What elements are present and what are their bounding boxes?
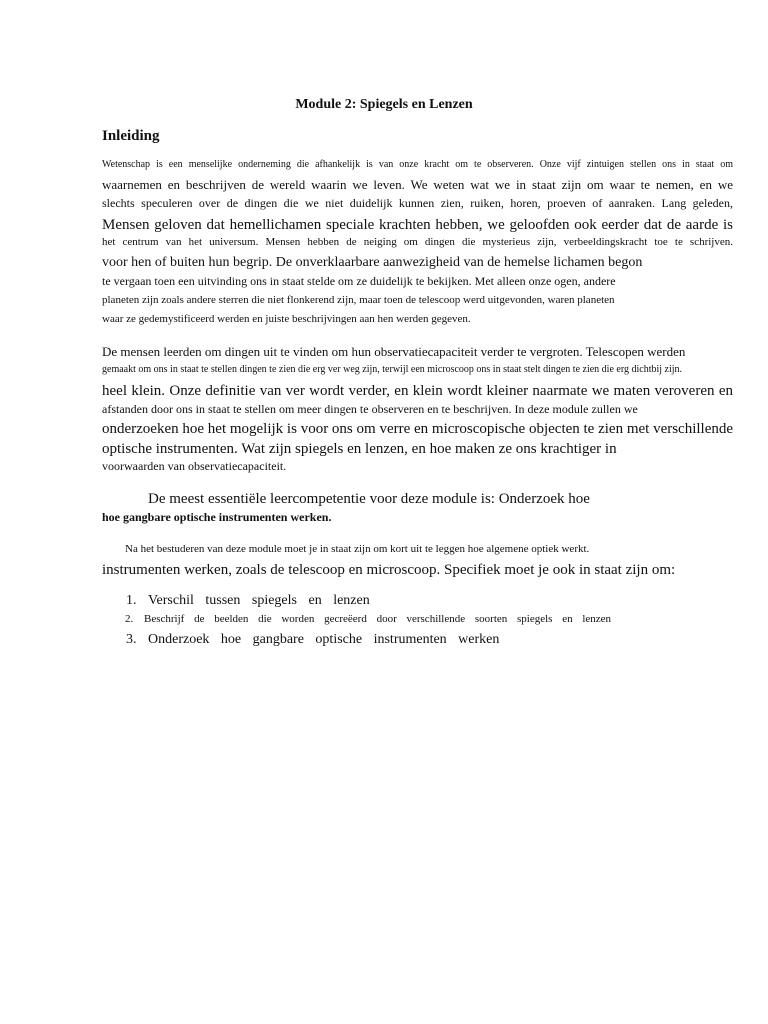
objective-text: Beschrijf de beelden die worden gecreëerd door verschillende soorten spiegels en lenzen	[144, 613, 612, 625]
intro-line: slechts speculeren over de dingen die we niet duidelijk kunnen zien, ruiken, horen, proeven of aanraken. Lang geleden,	[102, 196, 733, 210]
para2-line: onderzoeken hoe het mogelijk is voor ons om verre en microscopische objecten te zien met verschillende	[102, 421, 734, 437]
section-heading: Inleiding	[102, 128, 160, 144]
intro-line: voor hen of buiten hun begrip. De onverklaarbare aanwezigheid van de hemelse lichamen begon	[102, 255, 643, 270]
intro-line: waar ze gedemystificeerd werden en juiste beschrijvingen aan hen werden gegeven.	[102, 313, 471, 325]
competency-line: De meest essentiële leercompetentie voor deze module is: Onderzoek hoe	[148, 491, 590, 507]
para2-line: gemaakt om ons in staat te stellen dingen te zien die erg ver weg zijn, terwijl een microscoop ons in staat stelt dingen te zien die erg dichtbij zijn.	[102, 364, 683, 375]
para2-line: optische instrumenten. Wat zijn spiegels en lenzen, en hoe maken ze ons krachtiger in	[102, 441, 617, 457]
para2-line: afstanden door ons in staat te stellen om meer dingen te observeren en te beschrijven. In deze module zullen we	[102, 402, 638, 416]
objective-number: 2.	[125, 613, 134, 625]
objective-number: 1.	[126, 593, 137, 608]
intro-line: planeten zijn zoals andere sterren die niet flonkerend zijn, maar toen de telescoop werd uitgevonden, waren planeten	[102, 294, 615, 306]
para2-line: De mensen leerden om dingen uit te vinden om hun observatiecapaciteit verder te vergroten. Telescopen werden	[102, 344, 686, 359]
page-title: Module 2: Spiegels en Lenzen	[295, 97, 473, 112]
objective-number: 3.	[126, 632, 137, 647]
para2-line: heel klein. Onze definitie van ver wordt verder, en klein wordt kleiner naarmate we maten veroveren en	[102, 383, 733, 399]
objectives-intro: Na het bestuderen van deze module moet je in staat zijn om kort uit te leggen hoe algemene optiek werkt.	[125, 543, 590, 555]
objective-item	[125, 613, 611, 625]
objective-text: Onderzoek hoe gangbare optische instrumenten werken	[148, 632, 500, 647]
intro-line: Wetenschap is een menselijke onderneming die afhankelijk is van onze kracht om te observeren. Onze vijf zintuigen stellen ons in staat om	[102, 159, 733, 170]
intro-line: te vergaan toen een uitvinding ons in staat stelde om ze duidelijk te bekijken. Met alleen onze ogen, andere	[102, 274, 616, 288]
intro-line: Mensen geloven dat hemellichamen speciale krachten hebben, we geloofden ook eerder dat de aarde is	[102, 217, 733, 233]
objective-text: Verschil tussen spiegels en lenzen	[148, 593, 370, 608]
objective-item	[126, 593, 370, 609]
para2-line: voorwaarden van observatiecapaciteit.	[102, 459, 287, 473]
competency-line: hoe gangbare optische instrumenten werken.	[102, 510, 332, 524]
objectives-intro: instrumenten werken, zoals de telescoop en microscoop. Specifiek moet je ook in staat zijn om:	[102, 562, 676, 578]
intro-line: het centrum van het universum. Mensen hebben de neiging om dingen die mysterieus zijn, verbeeldingskracht toe te schrijven.	[102, 236, 733, 248]
objective-item	[126, 632, 499, 648]
intro-line: waarnemen en beschrijven de wereld waarin we leven. We weten wat we in staat zijn om waar te nemen, en we	[102, 177, 733, 192]
